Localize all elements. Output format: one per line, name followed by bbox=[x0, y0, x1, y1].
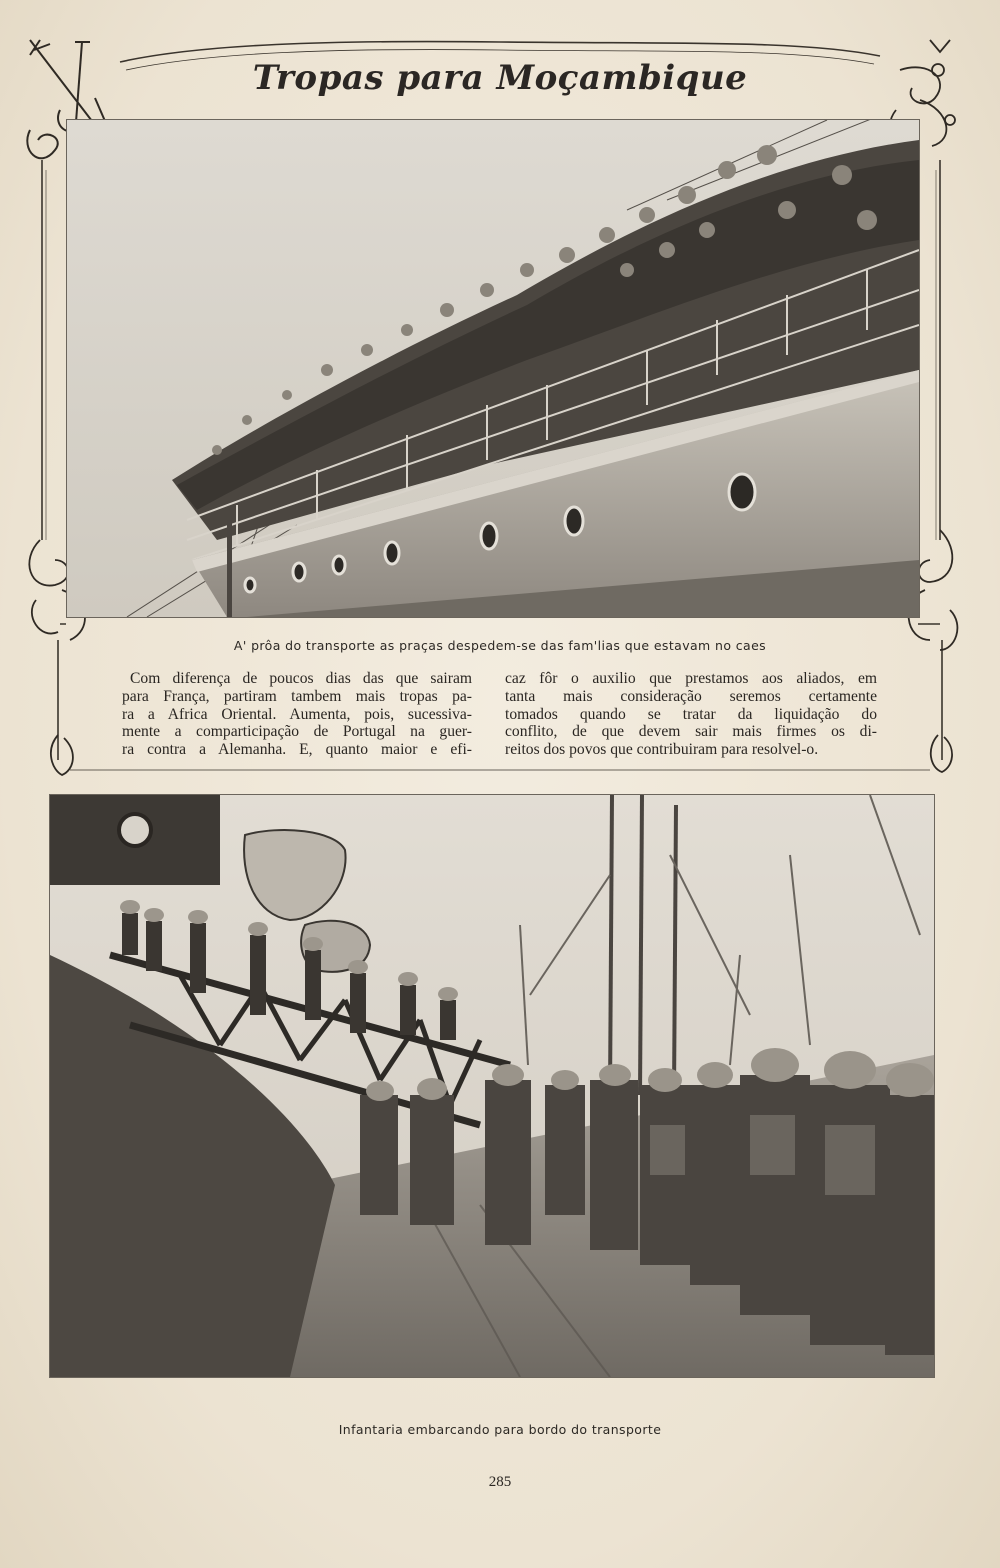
article-column-right bbox=[505, 670, 877, 759]
article-line: Com diferença de poucos dias das que sairam bbox=[130, 670, 472, 687]
article-line: caz fôr o auxilio que prestamos aos aliados, em bbox=[505, 670, 877, 687]
photo-caption-bottom: Infantaria embarcando para bordo do transporte bbox=[338, 1422, 662, 1437]
article-line: para França, partiram tambem mais tropas pa- bbox=[122, 687, 472, 705]
article-line: tomados quando se tratar da liquidação do bbox=[505, 705, 877, 723]
article-line: reitos dos povos que contribuiram para resolvel-o. bbox=[505, 741, 819, 759]
article-line: mente a comparticipação de Portugal na guer- bbox=[122, 723, 472, 741]
page-title: Tropas para Moçambique bbox=[252, 58, 748, 98]
photo-troops-on-ship-bow bbox=[66, 119, 920, 618]
article-column-left bbox=[122, 670, 472, 759]
page-number: 285 bbox=[488, 1474, 512, 1490]
article-line: ra contra a Alemanha. E, quanto maior e efi- bbox=[122, 741, 472, 759]
article-line: conflito, de que devem sair mais firmes os di- bbox=[505, 723, 877, 741]
article-line: ra a Africa Oriental. Aumenta, pois, sucessiva- bbox=[122, 705, 472, 723]
photo-caption-top: A' prôa do transporte as praças despedem-se das fam'lias que estavam no caes bbox=[233, 638, 767, 653]
article-line: tanta mais consideração seremos certamente bbox=[505, 687, 877, 705]
photo-infantry-boarding bbox=[49, 794, 935, 1378]
